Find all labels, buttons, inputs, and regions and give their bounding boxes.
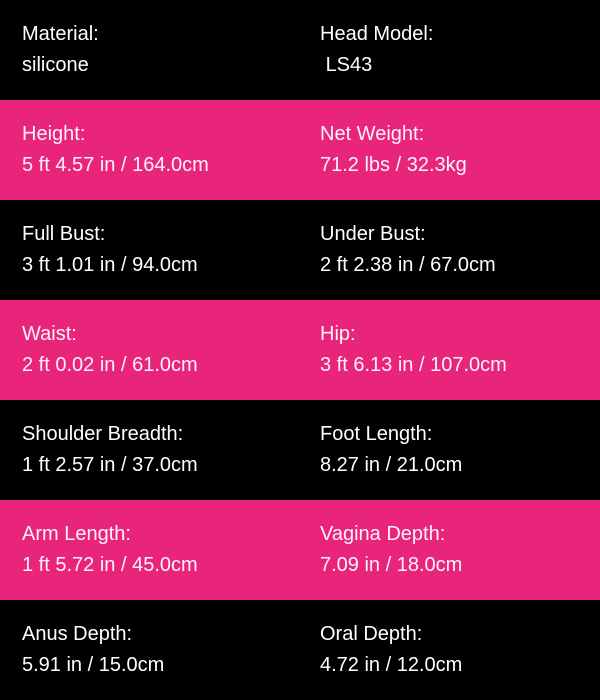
spec-value: 71.2 lbs / 32.3kg: [320, 154, 467, 176]
spec-value: 3 ft 6.13 in / 107.0cm: [320, 354, 507, 376]
spec-cell-waist: [0, 319, 300, 381]
spec-row-anus-oral: [0, 600, 600, 700]
spec-value: 1 ft 2.57 in / 37.0cm: [22, 454, 198, 476]
spec-label: Under Bust:: [320, 223, 426, 245]
spec-cell-material: [0, 19, 300, 81]
spec-cell-vagina-depth: [300, 519, 600, 581]
spec-value: 7.09 in / 18.0cm: [320, 554, 463, 576]
spec-cell-net-weight: [300, 119, 600, 181]
spec-cell-hip: [300, 319, 600, 381]
spec-label: Foot Length:: [320, 423, 433, 445]
spec-value: 3 ft 1.01 in / 94.0cm: [22, 254, 198, 276]
spec-label: Height:: [22, 123, 86, 145]
spec-cell-height: [0, 119, 300, 181]
spec-row-material-headmodel: [0, 0, 600, 100]
spec-value: 5.91 in / 15.0cm: [22, 654, 165, 676]
spec-value: 2 ft 0.02 in / 61.0cm: [22, 354, 198, 376]
spec-cell-anus-depth: [0, 619, 300, 681]
spec-label: Full Bust:: [22, 223, 106, 245]
spec-row-shoulder-foot: [0, 400, 600, 500]
spec-label: Head Model:: [320, 23, 434, 45]
spec-cell-under-bust: [300, 219, 600, 281]
spec-value: 1 ft 5.72 in / 45.0cm: [22, 554, 198, 576]
spec-value: 4.72 in / 12.0cm: [320, 654, 463, 676]
spec-label: Net Weight:: [320, 123, 425, 145]
spec-row-waist-hip: [0, 300, 600, 400]
spec-row-fullbust-underbust: [0, 200, 600, 300]
spec-value: LS43: [320, 54, 373, 76]
spec-label: Hip:: [320, 323, 356, 345]
spec-cell-shoulder-breadth: [0, 419, 300, 481]
spec-label: Material:: [22, 23, 99, 45]
spec-cell-full-bust: [0, 219, 300, 281]
spec-cell-head-model: [300, 19, 600, 81]
spec-label: Oral Depth:: [320, 623, 423, 645]
spec-label: Vagina Depth:: [320, 523, 446, 545]
spec-cell-foot-length: [300, 419, 600, 481]
spec-value: 8.27 in / 21.0cm: [320, 454, 463, 476]
spec-cell-arm-length: [0, 519, 300, 581]
spec-value: silicone: [22, 54, 89, 76]
spec-label: Shoulder Breadth:: [22, 423, 184, 445]
spec-row-arm-vagina: [0, 500, 600, 600]
spec-value: 2 ft 2.38 in / 67.0cm: [320, 254, 496, 276]
spec-label: Anus Depth:: [22, 623, 133, 645]
spec-cell-oral-depth: [300, 619, 600, 681]
spec-label: Waist:: [22, 323, 77, 345]
spec-value: 5 ft 4.57 in / 164.0cm: [22, 154, 209, 176]
spec-label: Arm Length:: [22, 523, 131, 545]
spec-row-height-netweight: [0, 100, 600, 200]
